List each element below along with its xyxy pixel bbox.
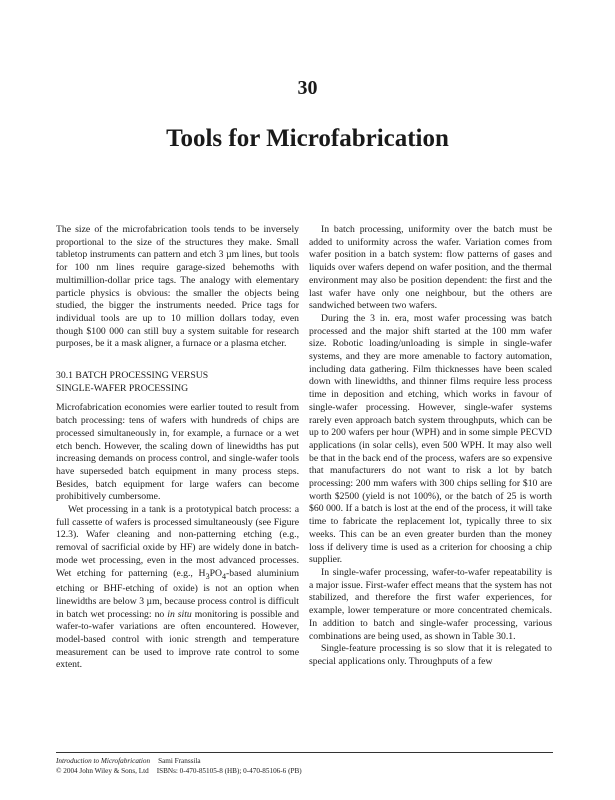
intro-paragraph: The size of the microfabrication tools tends to be inversely proportional to the size of the structures they make. Small tabletop instruments can pattern and etch 3 µm lines, but tools for 100 nm lines require garage-sized behemoths with multimillion-dollar price tags. The analogy with elementary particle physics is obvious: the smaller the objects being studied, the bigger the instruments needed. Price tags for individual tools are up to 10 million dollars today, even though $100 000 can still buy a system suitable for research purposes, be it a mask aligner, a furnace or a plasma etcher. <box>56 224 299 350</box>
batch-paragraph-1: Microfabrication economies were earlier touted to result from batch processing: tens of wafers with hundreds of chips are processed simultaneously in, for example, a furnace or a wet etch bench. However, the scaling down of linewidths has put increasing demands on process control, and single-wafer tools have superseded batch equipment in many process steps. Besides, batch equipment for large wafers can become prohibitively cumbersome. <box>56 402 299 503</box>
copyright: © 2004 John Wiley & Sons, Ltd <box>56 767 149 775</box>
section-heading-line2: SINGLE-WAFER PROCESSING <box>56 382 189 394</box>
uniformity-paragraph: In batch processing, uniformity over the batch must be added to uniformity across the wafer. Variation comes from wafer position in a batch system: flow patterns of gases and liquids over wafers depend on wafer position, and the thermal environment may also be position dependent: the first and the last wafer have only one neighbour, but the others are sandwiched between two wafers. <box>309 224 552 312</box>
author: Sami Franssila <box>158 757 201 765</box>
spacer <box>56 395 299 402</box>
isbns: ISBNs: 0-470-85105-8 (HB); 0-470-85106-6 (PB) <box>156 767 302 775</box>
book-title: Introduction to Microfabrication <box>56 757 151 765</box>
para2-part-c: monitoring is possible and wafer-to-wafer variations are often encountered. However, model-based control with ionic strength and temperature measurement can be used to improve rate control to some extent. <box>56 608 299 671</box>
chapter-number: 30 <box>297 77 318 99</box>
footer <box>56 756 556 776</box>
para2-part-b: -based aluminium etching or BHF-etching of oxide) is not an option when linewidths are below 3 µm, because process control is difficult in batch wet processing: no <box>56 567 300 620</box>
footer-divider <box>56 752 553 753</box>
section-heading-line1: 30.1 BATCH PROCESSING VERSUS <box>56 370 209 382</box>
subscript-4: 4 <box>222 571 227 581</box>
subscript-3: 3 <box>205 571 210 581</box>
section-heading <box>56 370 299 395</box>
left-column <box>56 224 299 672</box>
wafer-era-paragraph: During the 3 in. era, most wafer processing was batch processed and the major shift started at the 100 mm wafer size. Robotic loading/unloading is simple in single-wafer systems, and they are more amenable to factory automation, including data gathering. Film thicknesses have been scaled down with linewidths, and thinner films require less process time in deposition and etching, which works in favour of single-wafer processing. However, single-wafer systems rarely even approach batch system throughputs, which can be up to 200 wafers per hour (WPH) and in some simple PECVD applications (in solar cells), even 500 WPH. It may also well be that in the back end of the process, wafers are so expensive that manufacturers do not want to risk a lot by batch processing: 200 mm wafers with 300 chips selling for $10 are worth $2500 (yield is not 100%), or the batch of 25 is worth $60 000. If a batch is lost at the end of the process, it will take time to fabricate the replacement lot, typically three to six weeks. This can be an even greater burden than the money loss if delivery time is used as a criterion for choosing a chip supplier. <box>309 312 552 566</box>
single-feature-paragraph: Single-feature processing is so slow that it is relegated to special applications only. Throughputs of a few <box>309 643 552 667</box>
spacer <box>56 351 299 370</box>
repeatability-paragraph: In single-wafer processing, wafer-to-wafer repeatability is a major issue. First-wafer effect means that the system has not stabilized, and therefore the first wafer experiences, for example, lower temperature or more concentrated chemicals. In addition to batch and single-wafer processing, various combinations are being used, as shown in Table 30.1. <box>309 566 552 642</box>
in-situ-emphasis: in situ <box>167 608 192 620</box>
para2-part-a: Wet processing in a tank is a prototypical batch process: a full cassette of wafers is processed simultaneously (see Figure 12.3). Wafer cleaning and non-patterning etching (e.g., removal of sacrificial oxide by HF) are widely done in batch-mode wet processing, even in the most advanced processes. Wet etching for patterning (e.g., H <box>56 504 299 579</box>
footer-line-2 <box>56 766 556 776</box>
batch-paragraph-2 <box>56 504 299 672</box>
right-column <box>309 224 552 669</box>
chapter-title: Tools for Microfabrication <box>166 125 449 152</box>
footer-line-1 <box>56 756 556 766</box>
formula-po: PO <box>209 567 222 579</box>
